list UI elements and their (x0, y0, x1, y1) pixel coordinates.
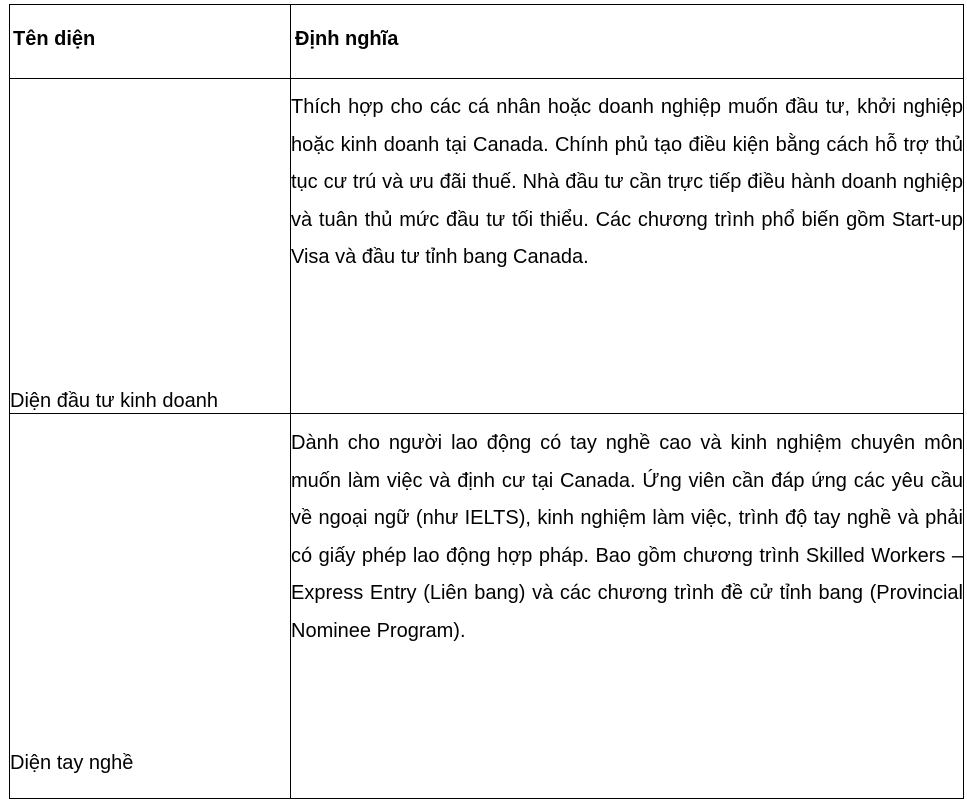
type-name-cell: Diện tay nghề (10, 414, 291, 799)
definition-cell (291, 414, 964, 799)
table-row (10, 79, 964, 414)
header-definition: Định nghĩa (291, 5, 964, 79)
table-row (10, 414, 964, 799)
definition-text: Dành cho người lao động có tay nghề cao và kinh nghiệm chuyên môn muốn làm việc và định cư tại Canada. Ứng viên cần đáp ứng các yêu cầu về ngoại ngữ (như IELTS), kinh nghiệm làm việc, trình độ tay nghề và phải có giấy phép lao động hợp pháp. Bao gồm chương trình Skilled Workers – Express Entry (Liên bang) và các chương trình đề cử tỉnh bang (Provincial Nominee Program). (291, 432, 963, 642)
type-name-cell: Diện đầu tư kinh doanh (10, 79, 291, 414)
definition-text: Thích hợp cho các cá nhân hoặc doanh nghiệp muốn đầu tư, khởi nghiệp hoặc kinh doanh tại Canada. Chính phủ tạo điều kiện bằng cách hỗ trợ thủ tục cư trú và ưu đãi thuế. Nhà đầu tư cần trực tiếp điều hành doanh nghiệp và tuân thủ mức đầu tư tối thiểu. Các chương trình phổ biến gồm Start-up Visa và đầu tư tỉnh bang Canada. (291, 96, 963, 268)
header-type-name: Tên diện (10, 5, 291, 79)
definition-cell (291, 79, 964, 414)
table-header-row (10, 5, 964, 79)
immigration-types-table (9, 4, 964, 799)
